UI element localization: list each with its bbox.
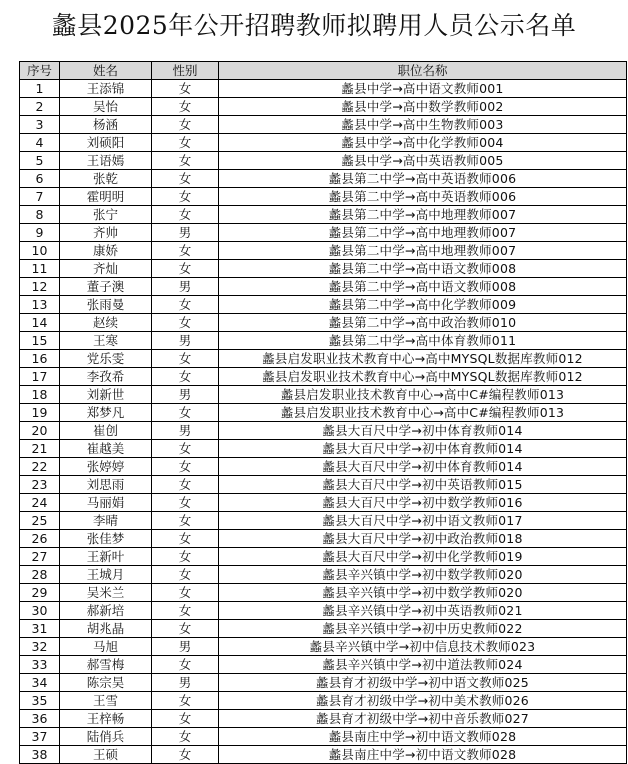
cell-gender: 男	[152, 278, 219, 296]
cell-gender: 女	[152, 692, 219, 710]
cell-name: 王城月	[60, 566, 152, 584]
cell-name: 张宁	[60, 206, 152, 224]
table-row	[20, 296, 627, 314]
cell-index: 36	[20, 710, 60, 728]
cell-position: 蠡县第二中学→高中化学教师009	[219, 296, 627, 314]
cell-name: 马丽娟	[60, 494, 152, 512]
cell-position: 蠡县第二中学→高中英语教师006	[219, 170, 627, 188]
cell-index: 38	[20, 746, 60, 764]
personnel-table	[19, 61, 627, 764]
cell-name: 刘新世	[60, 386, 152, 404]
cell-name: 王添锦	[60, 80, 152, 98]
header-gender: 性别	[152, 62, 219, 80]
cell-index: 10	[20, 242, 60, 260]
cell-index: 24	[20, 494, 60, 512]
cell-index: 4	[20, 134, 60, 152]
header-index: 序号	[20, 62, 60, 80]
cell-position: 蠡县辛兴镇中学→初中道法教师024	[219, 656, 627, 674]
cell-position: 蠡县第二中学→高中英语教师006	[219, 188, 627, 206]
cell-index: 15	[20, 332, 60, 350]
table-row	[20, 656, 627, 674]
cell-index: 20	[20, 422, 60, 440]
cell-index: 13	[20, 296, 60, 314]
cell-gender: 女	[152, 368, 219, 386]
cell-position: 蠡县第二中学→高中语文教师008	[219, 260, 627, 278]
cell-gender: 男	[152, 422, 219, 440]
table-row	[20, 674, 627, 692]
table-row	[20, 440, 627, 458]
cell-position: 蠡县大百尺中学→初中英语教师015	[219, 476, 627, 494]
cell-gender: 女	[152, 98, 219, 116]
cell-name: 吴怡	[60, 98, 152, 116]
cell-name: 陈宗昊	[60, 674, 152, 692]
cell-gender: 男	[152, 674, 219, 692]
cell-index: 18	[20, 386, 60, 404]
cell-index: 19	[20, 404, 60, 422]
table-row	[20, 116, 627, 134]
cell-position: 蠡县第二中学→高中地理教师007	[219, 206, 627, 224]
cell-name: 刘思雨	[60, 476, 152, 494]
cell-position: 蠡县大百尺中学→初中化学教师019	[219, 548, 627, 566]
cell-gender: 女	[152, 476, 219, 494]
cell-position: 蠡县第二中学→高中政治教师010	[219, 314, 627, 332]
cell-position: 蠡县第二中学→高中体育教师011	[219, 332, 627, 350]
cell-name: 霍明明	[60, 188, 152, 206]
cell-index: 1	[20, 80, 60, 98]
table-row	[20, 494, 627, 512]
cell-gender: 女	[152, 512, 219, 530]
cell-name: 党乐雯	[60, 350, 152, 368]
cell-name: 陆俏兵	[60, 728, 152, 746]
cell-index: 32	[20, 638, 60, 656]
cell-name: 张佳梦	[60, 530, 152, 548]
cell-name: 胡兆晶	[60, 620, 152, 638]
cell-position: 蠡县启发职业技术教育中心→高中C#编程教师013	[219, 386, 627, 404]
cell-gender: 女	[152, 314, 219, 332]
cell-gender: 女	[152, 566, 219, 584]
table-row	[20, 260, 627, 278]
page-title: 蠡县2025年公开招聘教师拟聘用人员公示名单	[51, 11, 577, 40]
cell-name: 崔越美	[60, 440, 152, 458]
cell-gender: 女	[152, 242, 219, 260]
cell-name: 杨涵	[60, 116, 152, 134]
cell-position: 蠡县第二中学→高中地理教师007	[219, 242, 627, 260]
cell-index: 34	[20, 674, 60, 692]
cell-position: 蠡县辛兴镇中学→初中数学教师020	[219, 584, 627, 602]
cell-name: 张婷婷	[60, 458, 152, 476]
cell-name: 张乾	[60, 170, 152, 188]
cell-gender: 女	[152, 530, 219, 548]
cell-name: 郝新培	[60, 602, 152, 620]
table-row	[20, 728, 627, 746]
cell-name: 齐帅	[60, 224, 152, 242]
cell-name: 刘硕阳	[60, 134, 152, 152]
table-row	[20, 152, 627, 170]
cell-name: 王语嫣	[60, 152, 152, 170]
table-row	[20, 368, 627, 386]
cell-index: 23	[20, 476, 60, 494]
cell-name: 赵续	[60, 314, 152, 332]
cell-gender: 女	[152, 404, 219, 422]
cell-name: 王梓畅	[60, 710, 152, 728]
table-row	[20, 638, 627, 656]
cell-gender: 女	[152, 188, 219, 206]
cell-gender: 男	[152, 224, 219, 242]
table-body	[20, 80, 627, 764]
cell-name: 王硕	[60, 746, 152, 764]
table-row	[20, 512, 627, 530]
cell-position: 蠡县育才初级中学→初中音乐教师027	[219, 710, 627, 728]
cell-position: 蠡县启发职业技术教育中心→高中C#编程教师013	[219, 404, 627, 422]
cell-gender: 女	[152, 458, 219, 476]
cell-name: 郑梦凡	[60, 404, 152, 422]
cell-gender: 男	[152, 332, 219, 350]
cell-index: 37	[20, 728, 60, 746]
cell-gender: 女	[152, 620, 219, 638]
cell-name: 王新叶	[60, 548, 152, 566]
cell-position: 蠡县辛兴镇中学→初中英语教师021	[219, 602, 627, 620]
cell-index: 2	[20, 98, 60, 116]
table-row	[20, 314, 627, 332]
cell-gender: 女	[152, 260, 219, 278]
cell-index: 16	[20, 350, 60, 368]
cell-position: 蠡县辛兴镇中学→初中数学教师020	[219, 566, 627, 584]
cell-gender: 女	[152, 80, 219, 98]
table-row	[20, 692, 627, 710]
cell-gender: 女	[152, 548, 219, 566]
cell-name: 郝雪梅	[60, 656, 152, 674]
cell-position: 蠡县中学→高中化学教师004	[219, 134, 627, 152]
table-row	[20, 566, 627, 584]
cell-position: 蠡县第二中学→高中地理教师007	[219, 224, 627, 242]
cell-index: 3	[20, 116, 60, 134]
cell-index: 5	[20, 152, 60, 170]
cell-gender: 女	[152, 440, 219, 458]
cell-gender: 女	[152, 494, 219, 512]
cell-gender: 女	[152, 710, 219, 728]
cell-name: 康娇	[60, 242, 152, 260]
table-row	[20, 584, 627, 602]
cell-index: 12	[20, 278, 60, 296]
cell-name: 李晴	[60, 512, 152, 530]
table-row	[20, 332, 627, 350]
cell-name: 董子澳	[60, 278, 152, 296]
table-row	[20, 206, 627, 224]
table-row	[20, 386, 627, 404]
table-row	[20, 620, 627, 638]
table-row	[20, 188, 627, 206]
table-row	[20, 458, 627, 476]
cell-position: 蠡县辛兴镇中学→初中历史教师022	[219, 620, 627, 638]
cell-position: 蠡县启发职业技术教育中心→高中MYSQL数据库教师012	[219, 350, 627, 368]
cell-gender: 女	[152, 746, 219, 764]
cell-position: 蠡县中学→高中英语教师005	[219, 152, 627, 170]
cell-name: 吴米兰	[60, 584, 152, 602]
table-row	[20, 170, 627, 188]
cell-position: 蠡县大百尺中学→初中体育教师014	[219, 440, 627, 458]
cell-index: 11	[20, 260, 60, 278]
cell-gender: 女	[152, 728, 219, 746]
cell-name: 马旭	[60, 638, 152, 656]
header-name: 姓名	[60, 62, 152, 80]
table-container	[19, 61, 626, 764]
table-row	[20, 548, 627, 566]
cell-index: 27	[20, 548, 60, 566]
table-row	[20, 278, 627, 296]
cell-gender: 女	[152, 296, 219, 314]
cell-name: 王雪	[60, 692, 152, 710]
cell-index: 26	[20, 530, 60, 548]
cell-name: 张雨曼	[60, 296, 152, 314]
cell-gender: 女	[152, 170, 219, 188]
cell-gender: 女	[152, 116, 219, 134]
cell-position: 蠡县大百尺中学→初中体育教师014	[219, 458, 627, 476]
header-position: 职位名称	[219, 62, 627, 80]
cell-position: 蠡县育才初级中学→初中美术教师026	[219, 692, 627, 710]
cell-position: 蠡县大百尺中学→初中政治教师018	[219, 530, 627, 548]
table-row	[20, 422, 627, 440]
table-row	[20, 530, 627, 548]
cell-position: 蠡县南庄中学→初中语文教师028	[219, 728, 627, 746]
cell-position: 蠡县第二中学→高中语文教师008	[219, 278, 627, 296]
cell-index: 7	[20, 188, 60, 206]
cell-index: 6	[20, 170, 60, 188]
cell-gender: 女	[152, 584, 219, 602]
table-row	[20, 224, 627, 242]
cell-index: 17	[20, 368, 60, 386]
cell-name: 齐灿	[60, 260, 152, 278]
cell-position: 蠡县启发职业技术教育中心→高中MYSQL数据库教师012	[219, 368, 627, 386]
cell-index: 33	[20, 656, 60, 674]
cell-gender: 女	[152, 134, 219, 152]
table-row	[20, 746, 627, 764]
cell-index: 31	[20, 620, 60, 638]
cell-position: 蠡县育才初级中学→初中语文教师025	[219, 674, 627, 692]
cell-gender: 女	[152, 602, 219, 620]
table-row	[20, 710, 627, 728]
cell-index: 14	[20, 314, 60, 332]
cell-gender: 男	[152, 638, 219, 656]
cell-gender: 女	[152, 152, 219, 170]
cell-gender: 女	[152, 206, 219, 224]
cell-index: 28	[20, 566, 60, 584]
cell-gender: 男	[152, 386, 219, 404]
cell-position: 蠡县中学→高中生物教师003	[219, 116, 627, 134]
table-row	[20, 404, 627, 422]
table-row	[20, 80, 627, 98]
cell-index: 30	[20, 602, 60, 620]
cell-position: 蠡县中学→高中语文教师001	[219, 80, 627, 98]
table-row	[20, 242, 627, 260]
cell-gender: 女	[152, 350, 219, 368]
cell-index: 22	[20, 458, 60, 476]
cell-index: 25	[20, 512, 60, 530]
table-header-row	[20, 62, 627, 80]
cell-position: 蠡县辛兴镇中学→初中信息技术教师023	[219, 638, 627, 656]
cell-name: 王寒	[60, 332, 152, 350]
table-row	[20, 602, 627, 620]
cell-name: 李孜希	[60, 368, 152, 386]
cell-gender: 女	[152, 656, 219, 674]
cell-index: 9	[20, 224, 60, 242]
table-row	[20, 98, 627, 116]
cell-index: 35	[20, 692, 60, 710]
table-row	[20, 350, 627, 368]
cell-index: 21	[20, 440, 60, 458]
cell-position: 蠡县中学→高中数学教师002	[219, 98, 627, 116]
cell-position: 蠡县南庄中学→初中语文教师028	[219, 746, 627, 764]
cell-position: 蠡县大百尺中学→初中体育教师014	[219, 422, 627, 440]
table-row	[20, 134, 627, 152]
cell-index: 8	[20, 206, 60, 224]
table-row	[20, 476, 627, 494]
cell-position: 蠡县大百尺中学→初中数学教师016	[219, 494, 627, 512]
cell-position: 蠡县大百尺中学→初中语文教师017	[219, 512, 627, 530]
cell-index: 29	[20, 584, 60, 602]
cell-name: 崔创	[60, 422, 152, 440]
